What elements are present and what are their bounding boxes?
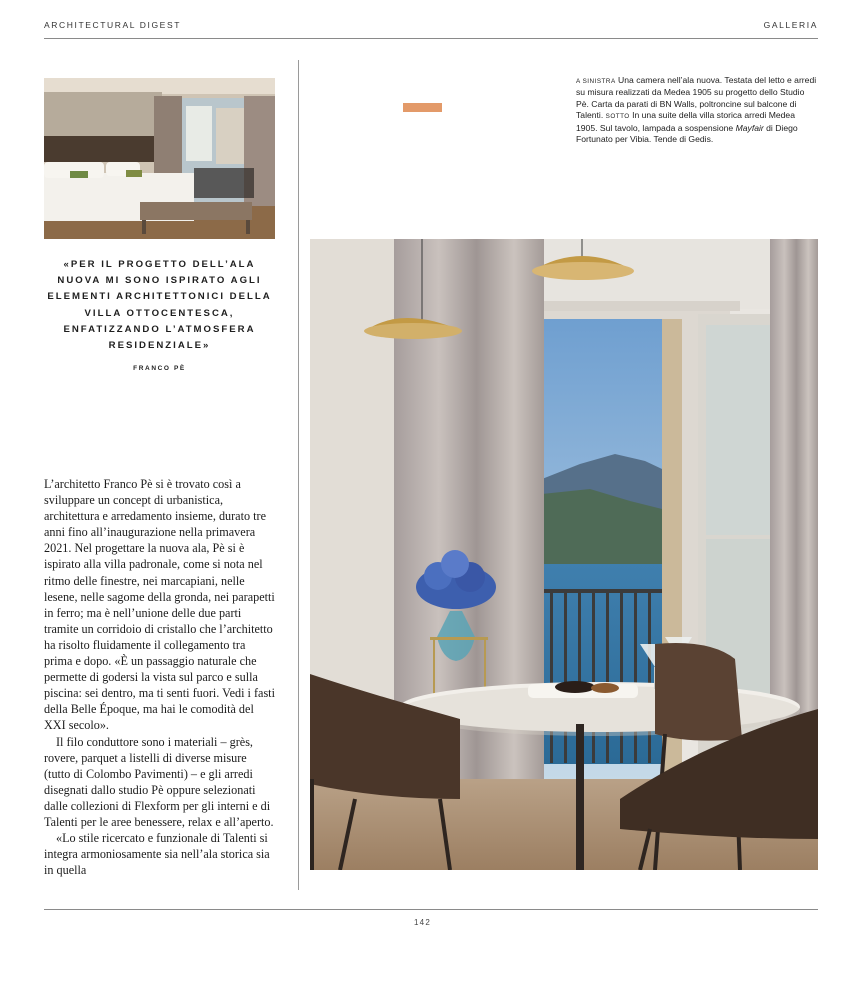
article-body (44, 476, 276, 878)
dining-suite-photo (310, 239, 818, 870)
accent-marker (403, 103, 442, 112)
body-paragraph: Il filo conduttore sono i materiali – grès, rovere, parquet a listelli di diverse misure (tutto di Colombo Pavimenti) – e gli arredi disegnati dallo studio Pè oppure selezionati dalle collezioni di Flexform per gli interni e di Talenti per le aree benessere, relax e all’aperto. (44, 734, 274, 829)
page-number: 142 (414, 918, 431, 927)
caption-text: Una camera nell’ala nuova. Testata del letto e arredi su misura realizzati da Medea 1905 su progetto dello Studio Pè. Carta da parati di BN Walls, poltroncine sul balcone di Talenti. (576, 75, 817, 121)
bedroom-photo (44, 78, 275, 239)
column-divider (298, 60, 299, 890)
body-paragraph: L’architetto Franco Pè si è trovato così a sviluppare un concept di urbanistica, architettura e arredamento insieme, durato tre anni fino all’inaugurazione nella primavera 2021. Nel progettare la nuova ala, Pè si è ispirato alla villa padronale, come si nota nel ritmo delle finestre, nei marcapiani, nelle lesene, nelle sagome della gronda, nei parapetti in ferro; ma è nell’unione delle due parti tramite un corridoio di cristallo che l’architetto ha risolto fluidamente il collegamento tra prima e dopo. «È un passaggio naturale che permette di godersi la vista sul parco e sulla piscina: sei dentro, ma ti senti fuori. Vedi i fasti della Belle Époque, ma hai le comodità del XXI secolo». (44, 477, 275, 733)
masthead: ARCHITECTURAL DIGEST (44, 20, 182, 30)
caption-lead-left: A SINISTRA (576, 78, 616, 85)
caption-text: di Diego Fortunato per Vibia. Tende di Gedis. (576, 122, 798, 145)
footer-rule (44, 909, 818, 910)
header-rule (44, 38, 818, 39)
caption-lead-below: SOTTO (605, 113, 630, 121)
body-paragraph: «Lo stile ricercato e funzionale di Talenti si integra armoniosamente sia nell’ala storica sia in quella (44, 831, 270, 878)
caption-text: In una suite della villa storica arredi Medea 1905. Sul tavolo, lampada a sospensione (576, 110, 795, 133)
section-label: GALLERIA (763, 20, 818, 30)
caption-product-name: Mayfair (735, 122, 764, 133)
pull-quote: «PER IL PROGETTO DELL’ALA NUOVA MI SONO ISPIRATO AGLI ELEMENTI ARCHITETTONICI DELLA VILLA OTTOCENTESCA, ENFATIZZANDO L’ATMOSFERA RESIDENZIALE» (47, 259, 272, 352)
quote-author: FRANCO PÈ (133, 365, 186, 372)
photo-caption (576, 75, 818, 145)
